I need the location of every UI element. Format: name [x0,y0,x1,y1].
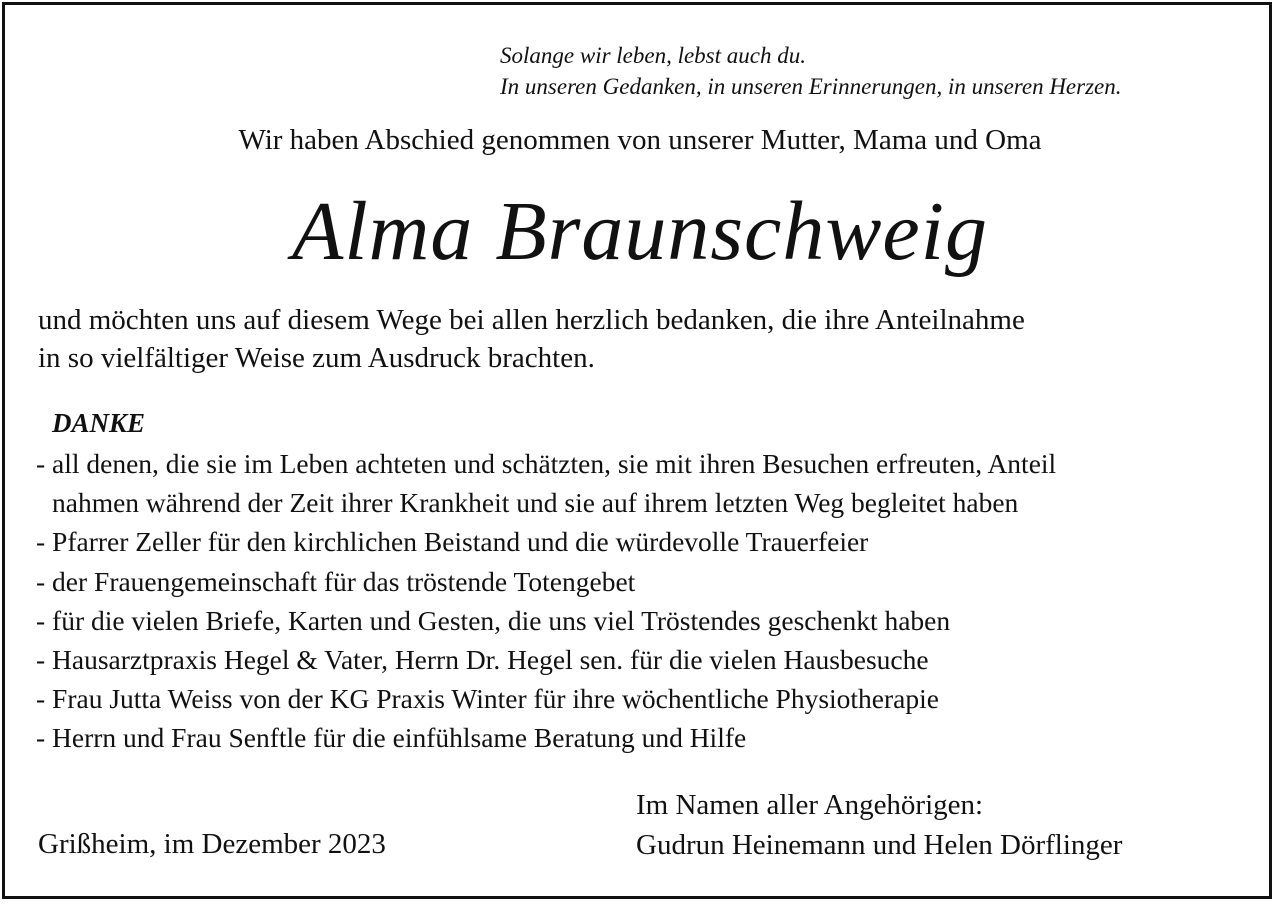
deceased-name: Alma Braunschweig [292,185,988,278]
list-item [36,679,1056,718]
thanks-line-1: und möchten uns auf diesem Wege bei allen herzlich bedanken, die ihre Anteilnahme [38,304,1025,336]
signers-block [636,785,1122,865]
list-item-text: - der Frauengemeinschaft für das tröstende Totengebet [36,565,636,597]
list-item [36,522,1056,561]
place-date: Grißheim, im Dezember 2023 [38,828,386,860]
list-item-text: - für die vielen Briefe, Karten und Gesten, die uns viel Tröstendes geschenkt haben [36,604,951,636]
thanks-line-2: in so vielfältiger Weise zum Ausdruck brachten. [38,342,595,374]
list-item [36,601,1056,640]
list-item-text: - all denen, die sie im Leben achteten und schätzten, sie mit ihren Besuchen erfreuten, Anteil [36,448,1057,479]
intro-text: Wir haben Abschied genommen von unserer Mutter, Mama und Oma [238,124,1042,156]
list-item [36,444,1056,522]
memorial-verse [500,40,1122,102]
list-item [36,562,1056,601]
list-item [36,718,1056,757]
signers-line-1: Im Namen aller Angehörigen: [636,789,984,821]
verse-line-2: In unseren Gedanken, in unseren Erinnerungen, in unseren Herzen. [500,74,1122,99]
danke-heading: DANKE [52,408,146,438]
danke-list [36,444,1056,758]
list-item-continuation: nahmen während der Zeit ihrer Krankheit und sie auf ihrem letzten Weg begleitet haben [52,487,1019,519]
signers-line-2: Gudrun Heinemann und Helen Dörflinger [636,829,1123,861]
list-item-text: - Herrn und Frau Senftle für die einfühlsame Beratung und Hilfe [36,722,747,754]
list-item [36,640,1056,679]
list-item-text: - Hausarztpraxis Hegel & Vater, Herrn Dr. Hegel sen. für die vielen Hausbesuche [36,644,929,676]
list-item-text: - Pfarrer Zeller für den kirchlichen Beistand und die würdevolle Trauerfeier [36,526,869,558]
list-item-text: - Frau Jutta Weiss von der KG Praxis Winter für ihre wöchentliche Physiotherapie [36,683,939,715]
thanks-paragraph [38,301,1025,377]
verse-line-1: Solange wir leben, lebst auch du. [500,43,806,68]
